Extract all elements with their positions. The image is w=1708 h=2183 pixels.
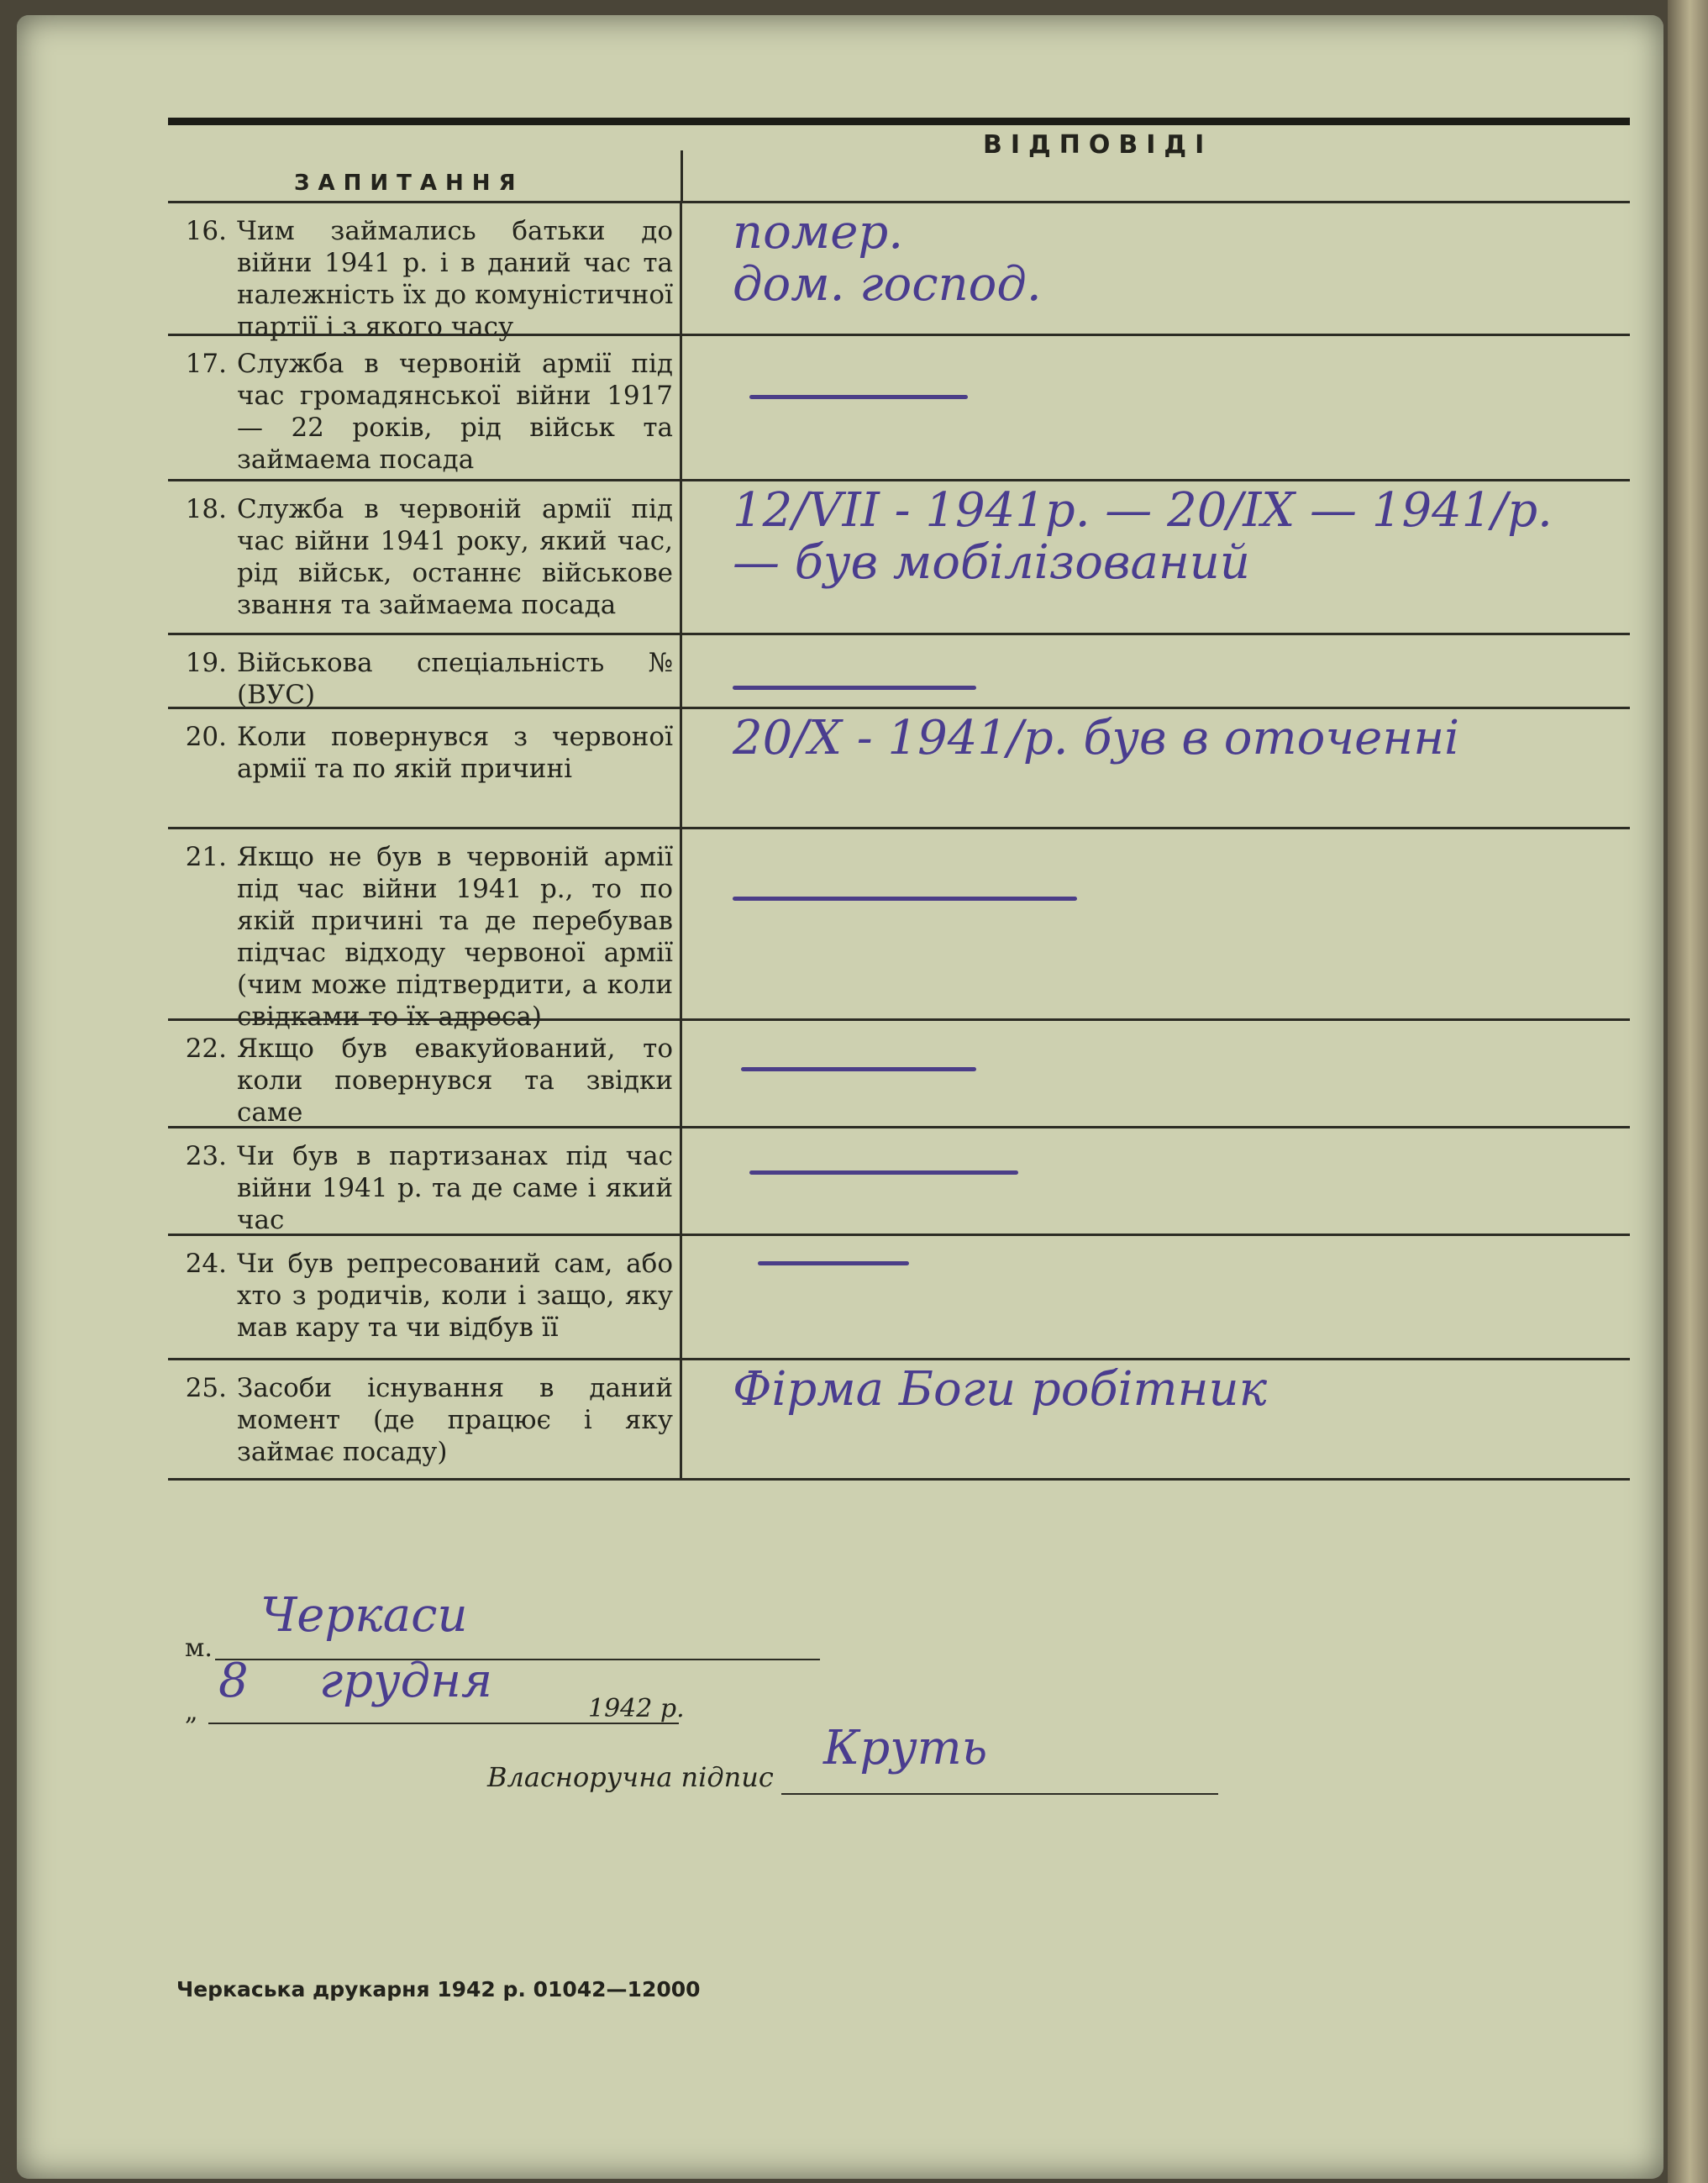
city-prefix: м. <box>185 1633 213 1663</box>
header-divider <box>681 150 683 201</box>
question-text: Коли повернувся з червоної армії та по якій причині <box>237 722 673 784</box>
city-handwritten: Черкаси <box>260 1588 468 1643</box>
date-day-handwritten: 8 <box>218 1654 249 1708</box>
form-footer <box>185 1588 1361 1798</box>
table-header <box>168 118 1630 201</box>
question-text: Військова спеціальність № (ВУС) <box>237 648 673 710</box>
question-cell <box>168 1236 682 1358</box>
question-number: 16. <box>185 216 227 246</box>
table-row <box>168 1358 1630 1481</box>
table-row <box>168 1018 1630 1126</box>
table-body <box>168 201 1630 1481</box>
question-text: Якщо не був в червоній армії під час війни 1941 р., то по якій причині та де перебував підчас відходу червоної армії (чим може підтвердити, а коли свідками то їх адреса) <box>237 842 673 1032</box>
question-cell <box>168 336 682 479</box>
question-number: 21. <box>185 842 227 872</box>
question-text: Засоби існування в даний момент (де працює і яку займає посаду) <box>237 1373 673 1467</box>
question-number: 20. <box>185 722 227 752</box>
answer-cell <box>682 1360 1630 1478</box>
question-text: Служба в червоній армії під час громадянської війни 1917 — 22 років, рід військ та займаема посада <box>237 349 673 475</box>
answer-cell <box>682 1236 1630 1358</box>
question-number: 25. <box>185 1373 227 1403</box>
question-cell <box>168 829 682 1032</box>
questions-column-header: ЗАПИТАННЯ <box>294 171 524 196</box>
question-cell <box>168 203 682 342</box>
binding-spine <box>1668 0 1708 2183</box>
answer-dash-mark <box>758 1261 909 1265</box>
answers-column-header: ВІДПОВІДІ <box>983 130 1213 160</box>
question-number: 18. <box>185 494 227 524</box>
questionnaire-table <box>168 118 1630 1481</box>
printer-imprint: Черкаська друкарня 1942 р. 01042—12000 <box>176 1977 701 2002</box>
answer-cell <box>682 1021 1630 1126</box>
table-row <box>168 334 1630 479</box>
date-line <box>185 1654 1361 1731</box>
answer-cell <box>682 481 1630 633</box>
answer-handwritten: Фірма Боги робітник <box>733 1362 1268 1417</box>
question-cell <box>168 481 682 633</box>
answer-handwritten: 12/VII - 1941р. — 20/IX — 1941/р. — був мобілізований <box>733 483 1553 590</box>
answer-dash-mark <box>733 897 1077 901</box>
signature-line <box>185 1721 1361 1798</box>
signature-handwritten: Круть <box>823 1721 988 1775</box>
table-row <box>168 201 1630 342</box>
date-year: 1942 р. <box>588 1694 685 1723</box>
question-cell <box>168 709 682 827</box>
question-cell <box>168 635 682 710</box>
answer-handwritten: 20/X - 1941/р. був в оточенні <box>733 711 1459 765</box>
question-text: Чи був в партизанах під час війни 1941 р. та де саме і який час <box>237 1141 673 1235</box>
answer-cell <box>682 203 1630 334</box>
question-text: Чим займались батьки до війни 1941 р. і в даний час та належність їх до комуністичної партії і з якого часу <box>237 216 673 342</box>
answer-cell <box>682 709 1630 827</box>
date-prefix: „ <box>185 1697 198 1727</box>
answer-cell <box>682 336 1630 479</box>
table-row <box>168 479 1630 633</box>
answer-cell <box>682 635 1630 707</box>
question-text: Якщо був евакуйований, то коли повернувся та звідки саме <box>237 1034 673 1128</box>
question-number: 19. <box>185 648 227 678</box>
table-row <box>168 707 1630 827</box>
question-text: Служба в червоній армії під час війни 1941 року, який час, рід військ, останнє військове звання та займаема посада <box>237 494 673 620</box>
question-cell <box>168 1021 682 1126</box>
question-number: 23. <box>185 1141 227 1171</box>
table-row <box>168 827 1630 1032</box>
answer-cell <box>682 829 1630 1018</box>
table-row <box>168 1234 1630 1358</box>
question-number: 24. <box>185 1249 227 1279</box>
table-row <box>168 1126 1630 1234</box>
question-number: 17. <box>185 349 227 379</box>
date-month-handwritten: грудня <box>319 1654 493 1708</box>
signature-label: Власноручна підпис <box>487 1761 774 1793</box>
answer-handwritten: помер. дом. господ. <box>733 205 1042 312</box>
answer-cell <box>682 1128 1630 1234</box>
answer-dash-mark <box>749 1170 1018 1175</box>
question-text: Чи був репресований сам, або хто з родичів, коли і защо, яку мав кару та чи відбув її <box>237 1249 673 1343</box>
table-row <box>168 633 1630 710</box>
question-number: 22. <box>185 1034 227 1064</box>
answer-dash-mark <box>733 686 976 690</box>
answer-dash-mark <box>741 1067 976 1071</box>
question-cell <box>168 1128 682 1234</box>
answer-dash-mark <box>749 395 968 399</box>
question-cell <box>168 1360 682 1478</box>
